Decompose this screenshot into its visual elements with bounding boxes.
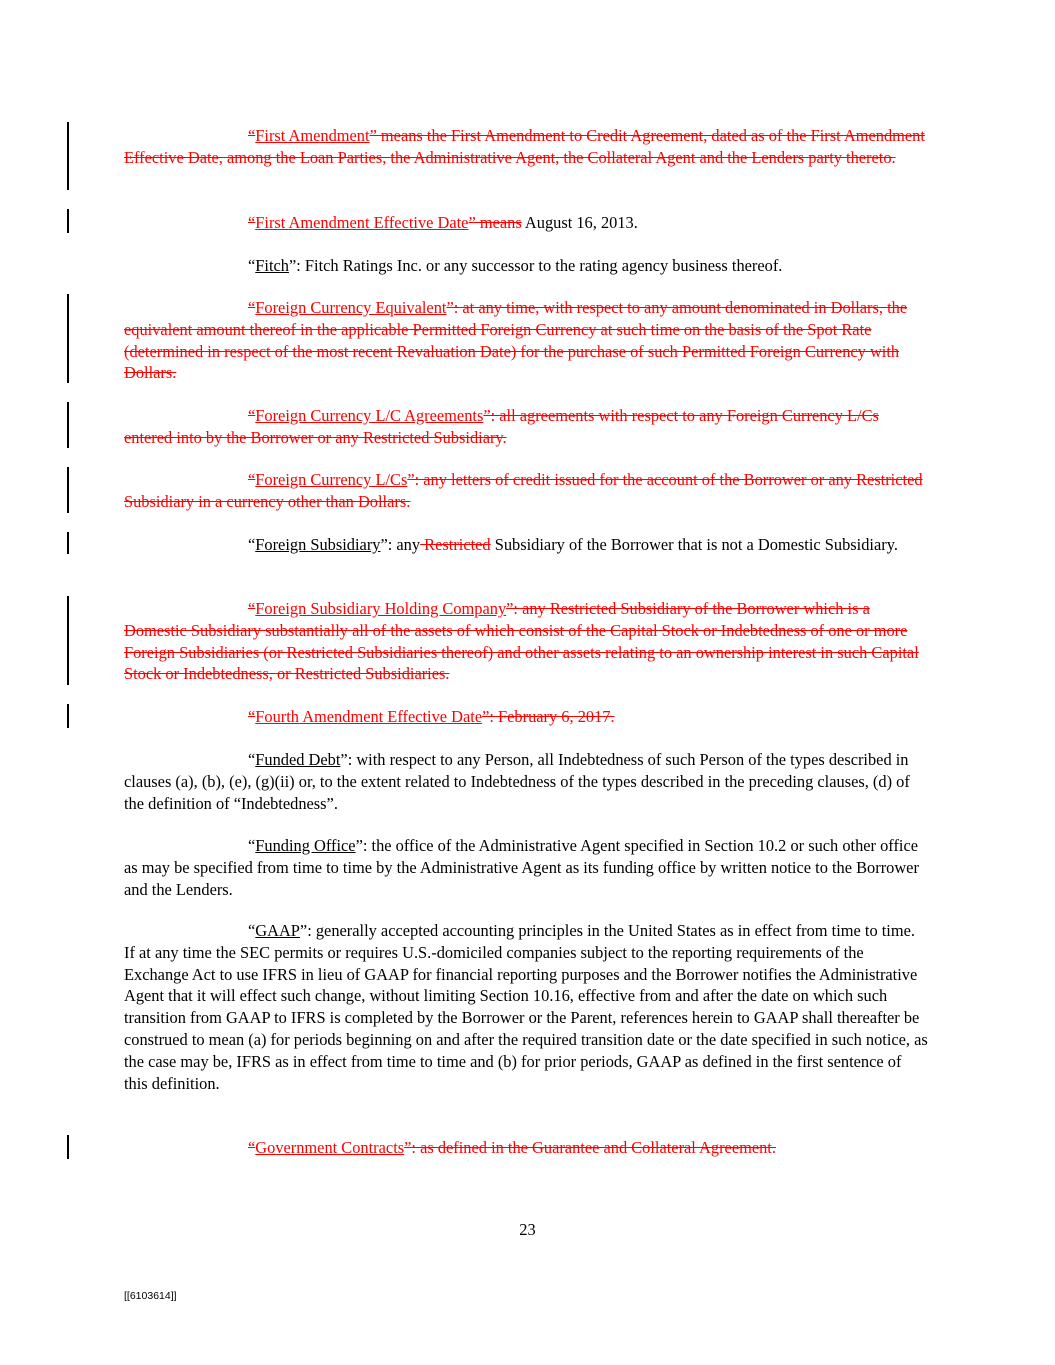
definition-fourth-amendment-effective-date	[124, 706, 928, 728]
defined-term: Funding Office	[255, 836, 356, 855]
deleted-text: ”: any letters of credit issued for the account of the Borrower or any Restricted Subsidiary in a currency other than Dollars.	[124, 470, 923, 511]
definition-foreign-subsidiary	[124, 534, 928, 556]
definition-funding-office	[124, 835, 928, 900]
definition-foreign-currency-lc-agreements	[124, 405, 928, 449]
change-bar	[67, 1135, 69, 1159]
definition-foreign-subsidiary-holding-company	[124, 598, 928, 685]
defined-term: Foreign Currency Equivalent	[255, 298, 447, 317]
defined-term: Funded Debt	[255, 750, 341, 769]
change-bar	[67, 704, 69, 728]
deleted-text: ”: as defined in the Guarantee and Collateral Agreement.	[404, 1138, 776, 1157]
deleted-text: ”: February 6, 2017.	[482, 707, 615, 726]
deleted-text: “	[248, 1138, 256, 1157]
deleted-text: “	[248, 406, 256, 425]
definition-first-amendment	[124, 125, 928, 169]
defined-term: Foreign Subsidiary	[255, 535, 381, 554]
defined-term: GAAP	[255, 921, 300, 940]
definition-text: ”: Fitch Ratings Inc. or any successor to the rating agency business thereof.	[288, 256, 783, 275]
definition-text: “	[248, 750, 256, 769]
definition-first-amendment-effective-date	[124, 212, 928, 234]
defined-term: Foreign Subsidiary Holding Company	[255, 599, 507, 618]
definition-text: ”: the office of the Administrative Agent specified in Section 10.2 or such other office as may be specified from time to time by the Administrative Agent as its funding office by written notice to the Borrower and the Lenders.	[124, 836, 919, 899]
definition-text: Subsidiary of the Borrower that is not a Domestic Subsidiary.	[490, 535, 898, 554]
definition-foreign-currency-lcs	[124, 469, 928, 513]
definition-text: ”: generally accepted accounting principles in the United States as in effect from time to time. If at any time the SEC permits or requires U.S.-domiciled companies subject to the reporting requirements of the Exchange Act to use IFRS in lieu of GAAP for financial reporting purposes and the Borrower notifies the Administrative Agent that it will effect such change, without limiting Section 10.16, effective from and after the date on which such transition from GAAP to IFRS is completed by the Borrower or the Parent, references herein to GAAP shall thereafter be construed to mean (a) for periods beginning on and after the required transition date or the date specified in such notice, as the case may be, IFRS as in effect from time to time and (b) for prior periods, GAAP as defined in the first sentence of this definition.	[124, 921, 928, 1093]
defined-term: Foreign Currency L/C Agreements	[255, 406, 484, 425]
deleted-text: “	[248, 126, 256, 145]
deleted-text: ” means	[468, 213, 522, 232]
definition-text: “	[248, 535, 256, 554]
defined-term: Government Contracts	[255, 1138, 405, 1157]
deleted-text: ”: any Restricted Subsidiary of the Borrower which is a Domestic Subsidiary substantially all of the assets of which consist of the Capital Stock or Indebtedness of one or more Foreign Subsidiaries (or Restricted Subsidiaries thereof) and other assets relating to an ownership interest in such Capital Stock or Indebtedness, or Restricted Subsidiaries.	[124, 599, 919, 684]
change-bar	[67, 122, 69, 190]
deleted-text: “	[248, 470, 256, 489]
deleted-text: “	[248, 707, 256, 726]
defined-term: Fourth Amendment Effective Date	[255, 707, 483, 726]
change-bar	[67, 294, 69, 383]
definition-text: “	[248, 836, 256, 855]
definition-text: ”: with respect to any Person, all Indebtedness of such Person of the types described in clauses (a), (b), (e), (g)(ii) or, to the extent related to Indebtedness of the types described in the preceding clauses, (d) of the definition of “Indebtedness”.	[124, 750, 910, 813]
definition-text: ”: any	[380, 535, 421, 554]
deleted-text: ” means the First Amendment to Credit Agreement, dated as of the First Amendment Effective Date, among the Loan Parties, the Administrative Agent, the Collateral Agent and the Lenders party thereto.	[124, 126, 925, 167]
definition-foreign-currency-equivalent	[124, 297, 928, 384]
definition-government-contracts	[124, 1137, 928, 1159]
definition-gaap	[124, 920, 928, 1094]
definition-text: “	[248, 256, 256, 275]
document-id: [[6103614]]	[124, 1290, 177, 1302]
defined-term: First Amendment	[255, 126, 370, 145]
defined-term: Fitch	[255, 256, 289, 275]
deleted-text: ”: at any time, with respect to any amount denominated in Dollars, the equivalent amount thereof in the applicable Permitted Foreign Currency at such time on the basis of the Spot Rate (determined in respect of the most recent Revaluation Date) for the purchase of such Permitted Foreign Currency with Dollars.	[124, 298, 908, 383]
definition-funded-debt	[124, 749, 928, 814]
deleted-text: “	[248, 599, 256, 618]
deleted-text: Restricted	[420, 535, 491, 554]
change-bar	[67, 532, 69, 554]
deleted-text: ”: all agreements with respect to any Foreign Currency L/Cs entered into by the Borrower or any Restricted Subsidiary.	[124, 406, 879, 447]
defined-term: Foreign Currency L/Cs	[255, 470, 408, 489]
change-bar	[67, 209, 69, 233]
change-bar	[67, 596, 69, 685]
change-bar	[67, 467, 69, 513]
deleted-text: “	[248, 298, 256, 317]
defined-term: First Amendment Effective Date	[255, 213, 469, 232]
page-number: 23	[519, 1220, 536, 1239]
deleted-text: “	[248, 213, 256, 232]
definition-fitch	[124, 255, 928, 277]
definition-text: August 16, 2013.	[521, 213, 638, 232]
definition-text: “	[248, 921, 256, 940]
change-bar	[67, 402, 69, 448]
